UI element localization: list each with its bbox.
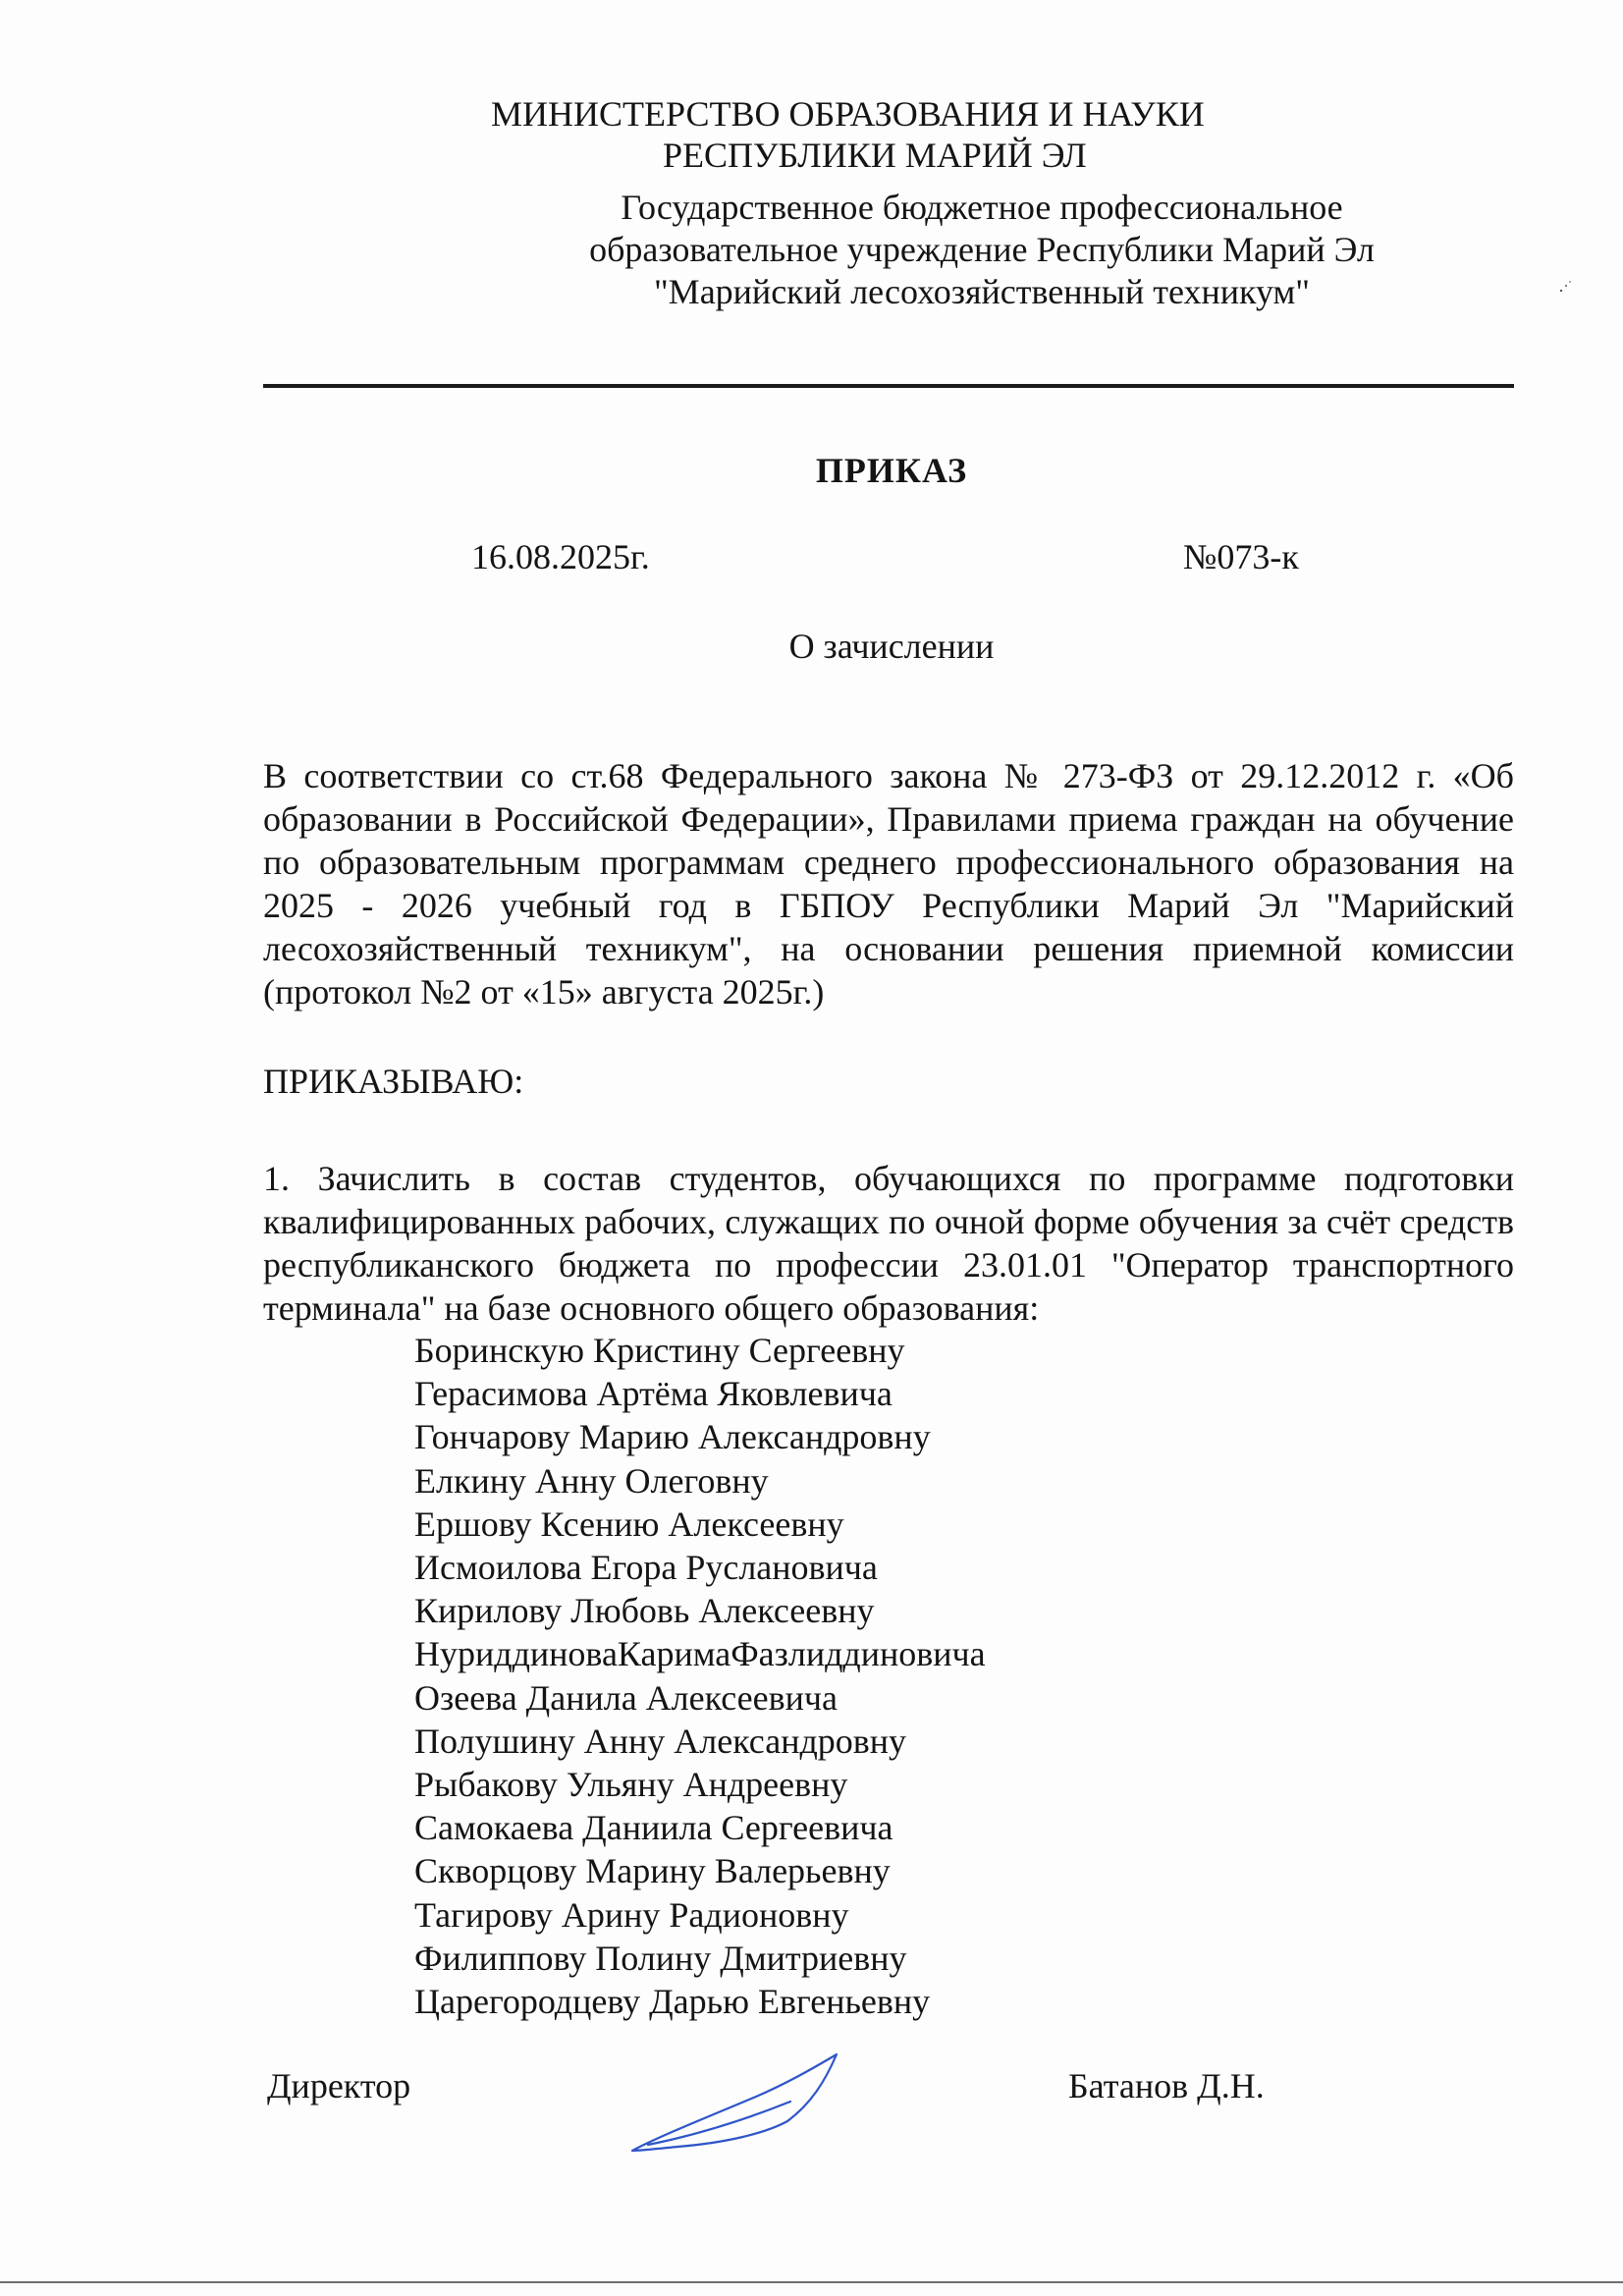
ministry-line-1: МИНИСТЕРСТВО ОБРАЗОВАНИЯ И НАУКИ — [491, 94, 1205, 134]
order-item-1: 1. Зачислить в состав студентов, обучающихся по программе подготовки квалифицированных рабочих, служащих по очной форме обучения за счёт средств республиканского бюджета по профессии 23.01.01 "Оператор транспортного терминала" на базе основного общего образования: — [263, 1159, 1514, 1328]
student-name: НуриддиноваКаримаФазлиддиновича — [414, 1634, 986, 1674]
student-name: Царегородцеву Дарью Евгеньевну — [414, 1982, 931, 2022]
student-name: Елкину Анну Олеговну — [414, 1460, 769, 1501]
student-name: Тагирову Арину Радионовну — [414, 1894, 849, 1935]
student-name: Филиппову Полину Дмитриевну — [414, 1938, 907, 1978]
student-name: Исмоилова Егора Руслановича — [414, 1548, 878, 1588]
student-name: Боринскую Кристину Сергеевну — [414, 1331, 905, 1370]
organization-line-2: образовательное учреждение Республики Марий Эл — [589, 230, 1375, 269]
director-title: Директор — [267, 2066, 411, 2105]
enrolled-students-list — [414, 1329, 986, 2023]
document-title: ПРИКАЗ — [815, 451, 968, 490]
page-bottom-edge — [0, 2281, 1623, 2283]
student-name: Ершову Ксению Алексеевну — [414, 1503, 844, 1544]
student-name: Самокаева Даниила Сергеевича — [414, 1808, 893, 1848]
student-name: Кирилову Любовь Алексеевну — [414, 1591, 875, 1631]
order-number: №073-к — [1183, 537, 1299, 576]
ministry-heading — [491, 93, 1296, 176]
student-name: Скворцову Марину Валерьевну — [414, 1851, 891, 1891]
organization-line-1: Государственное бюджетное профессиональное — [621, 188, 1343, 227]
order-directive: ПРИКАЗЫВАЮ: — [263, 1062, 524, 1101]
scan-speck-mark — [1557, 277, 1575, 295]
organization-line-3: "Марийский лесохозяйственный техникум" — [653, 272, 1311, 311]
organization-heading — [530, 187, 1434, 313]
student-name: Рыбакову Ульяну Андреевну — [414, 1765, 848, 1805]
signature-mark — [619, 2043, 854, 2160]
header-divider — [263, 384, 1514, 388]
student-name: Озеева Данила Алексеевича — [414, 1677, 838, 1718]
order-preamble: В соответствии со ст.68 Федерального закона № 273-ФЗ от 29.12.2012 г. «Об образовании в Российской Федерации», Правилами приема граждан на обучение по образовательным программам среднего профессионального образования на 2025 - 2026 учебный год в ГБПОУ Республики Марий Эл "Марийский лесохозяйственный техникум", на основании решения приемной комиссии (протокол №2 от «15» августа 2025г.) — [263, 756, 1514, 1011]
order-subject: О зачислении — [788, 627, 995, 666]
student-name: Гончарову Марию Александровну — [414, 1417, 931, 1457]
director-name: Батанов Д.Н. — [1068, 2066, 1265, 2105]
student-name: Полушину Анну Александровну — [414, 1721, 907, 1761]
student-name: Герасимова Артёма Яковлевича — [414, 1374, 893, 1414]
order-date: 16.08.2025г. — [471, 537, 650, 576]
ministry-line-2: РЕСПУБЛИКИ МАРИЙ ЭЛ — [663, 136, 1087, 175]
